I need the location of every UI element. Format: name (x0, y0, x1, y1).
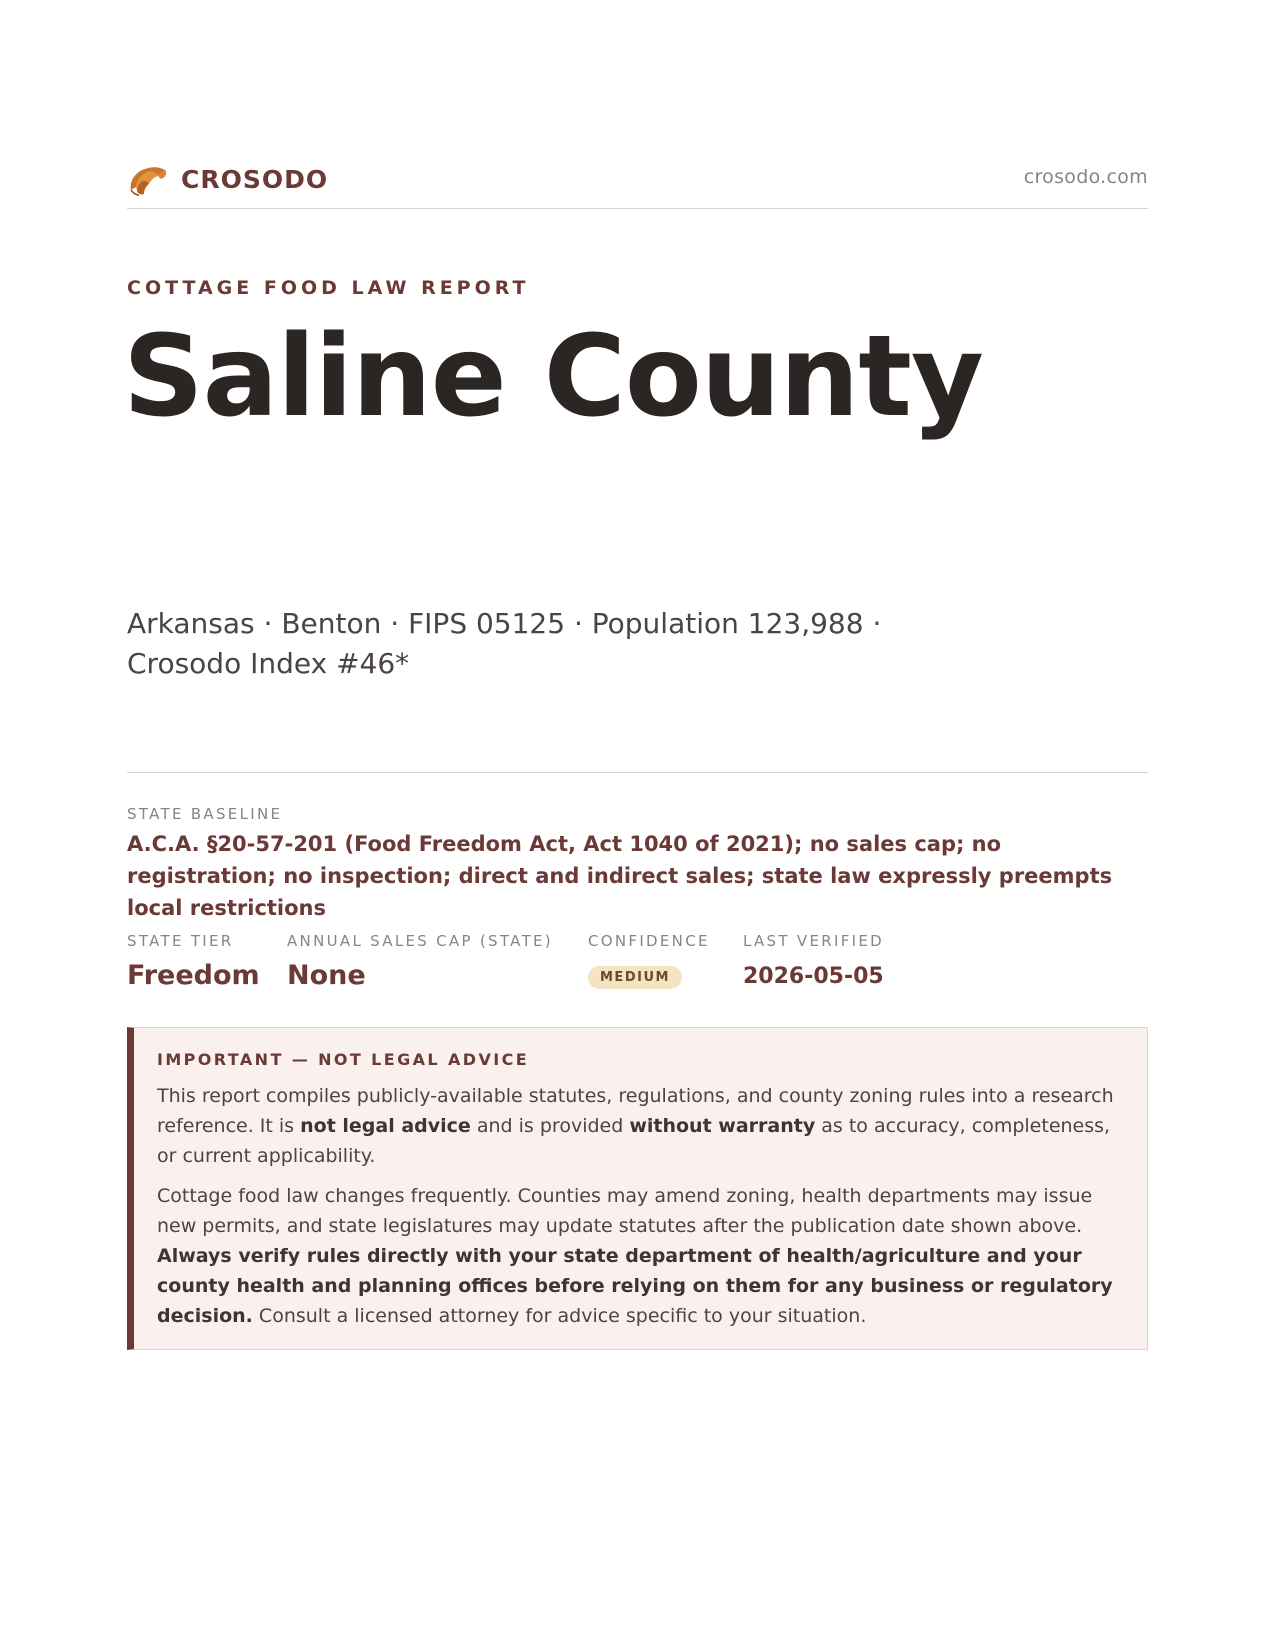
stat-value: None (287, 960, 366, 991)
stat-label: CONFIDENCE (588, 932, 710, 950)
header-divider (127, 208, 1148, 209)
notice-text: Consult a licensed attorney for advice specific to your situation. (252, 1305, 867, 1327)
page-title: Saline County (123, 312, 983, 442)
notice-emphasis: not legal advice (300, 1115, 471, 1137)
baseline-text: A.C.A. §20-57-201 (Food Freedom Act, Act 1040 of 2021); no sales cap; no registration; no inspection; direct and indirect sales; state law expressly preempts local restrictions (127, 832, 1113, 920)
notice-text: Cottage food law changes frequently. Counties may amend zoning, health departments may issue new permits, and state legislatures may update statutes after the publication date shown above. (157, 1185, 1093, 1237)
confidence-badge: MEDIUM (588, 966, 682, 989)
stat-value: 2026-05-05 (743, 964, 884, 989)
subtitle-line-2: Crosodo Index #46* (127, 647, 410, 680)
stat-confidence (588, 932, 710, 989)
stat-last-verified (743, 932, 884, 989)
notice-text: as to accuracy, completeness, or current applicability. (157, 1115, 1111, 1167)
subtitle-line-1: Arkansas · Benton · FIPS 05125 · Population 123,988 · (127, 607, 882, 640)
notice-text: This report compiles publicly-available statutes, regulations, and county zoning rules into a research reference. It is (157, 1085, 1114, 1137)
notice-text: and is provided (470, 1115, 630, 1137)
brand (127, 160, 328, 198)
legal-notice (127, 1027, 1148, 1350)
notice-paragraph-2 (157, 1181, 1123, 1331)
baseline-label: STATE BASELINE (127, 805, 283, 823)
section-divider (127, 772, 1148, 773)
notice-paragraph-1 (157, 1081, 1123, 1171)
stat-label: LAST VERIFIED (743, 932, 884, 950)
stat-label: STATE TIER (127, 932, 234, 950)
stat-value: Freedom (127, 960, 260, 991)
notice-emphasis: without warranty (629, 1115, 816, 1137)
croissant-icon (127, 160, 169, 198)
page-header (127, 160, 1148, 200)
county-subtitle (127, 604, 887, 684)
notice-title: IMPORTANT — NOT LEGAL ADVICE (157, 1050, 530, 1069)
stat-label: ANNUAL SALES CAP (STATE) (287, 932, 553, 950)
stat-state-tier (127, 932, 260, 991)
site-url[interactable]: crosodo.com (1023, 166, 1148, 188)
notice-emphasis: Always verify rules directly with your state department of health/agriculture and your county health and planning offices before relying on them for any business or regulatory decision. (157, 1245, 1113, 1327)
report-kicker: COTTAGE FOOD LAW REPORT (127, 277, 530, 299)
brand-name: CROSODO (181, 164, 329, 194)
stat-sales-cap (287, 932, 553, 991)
